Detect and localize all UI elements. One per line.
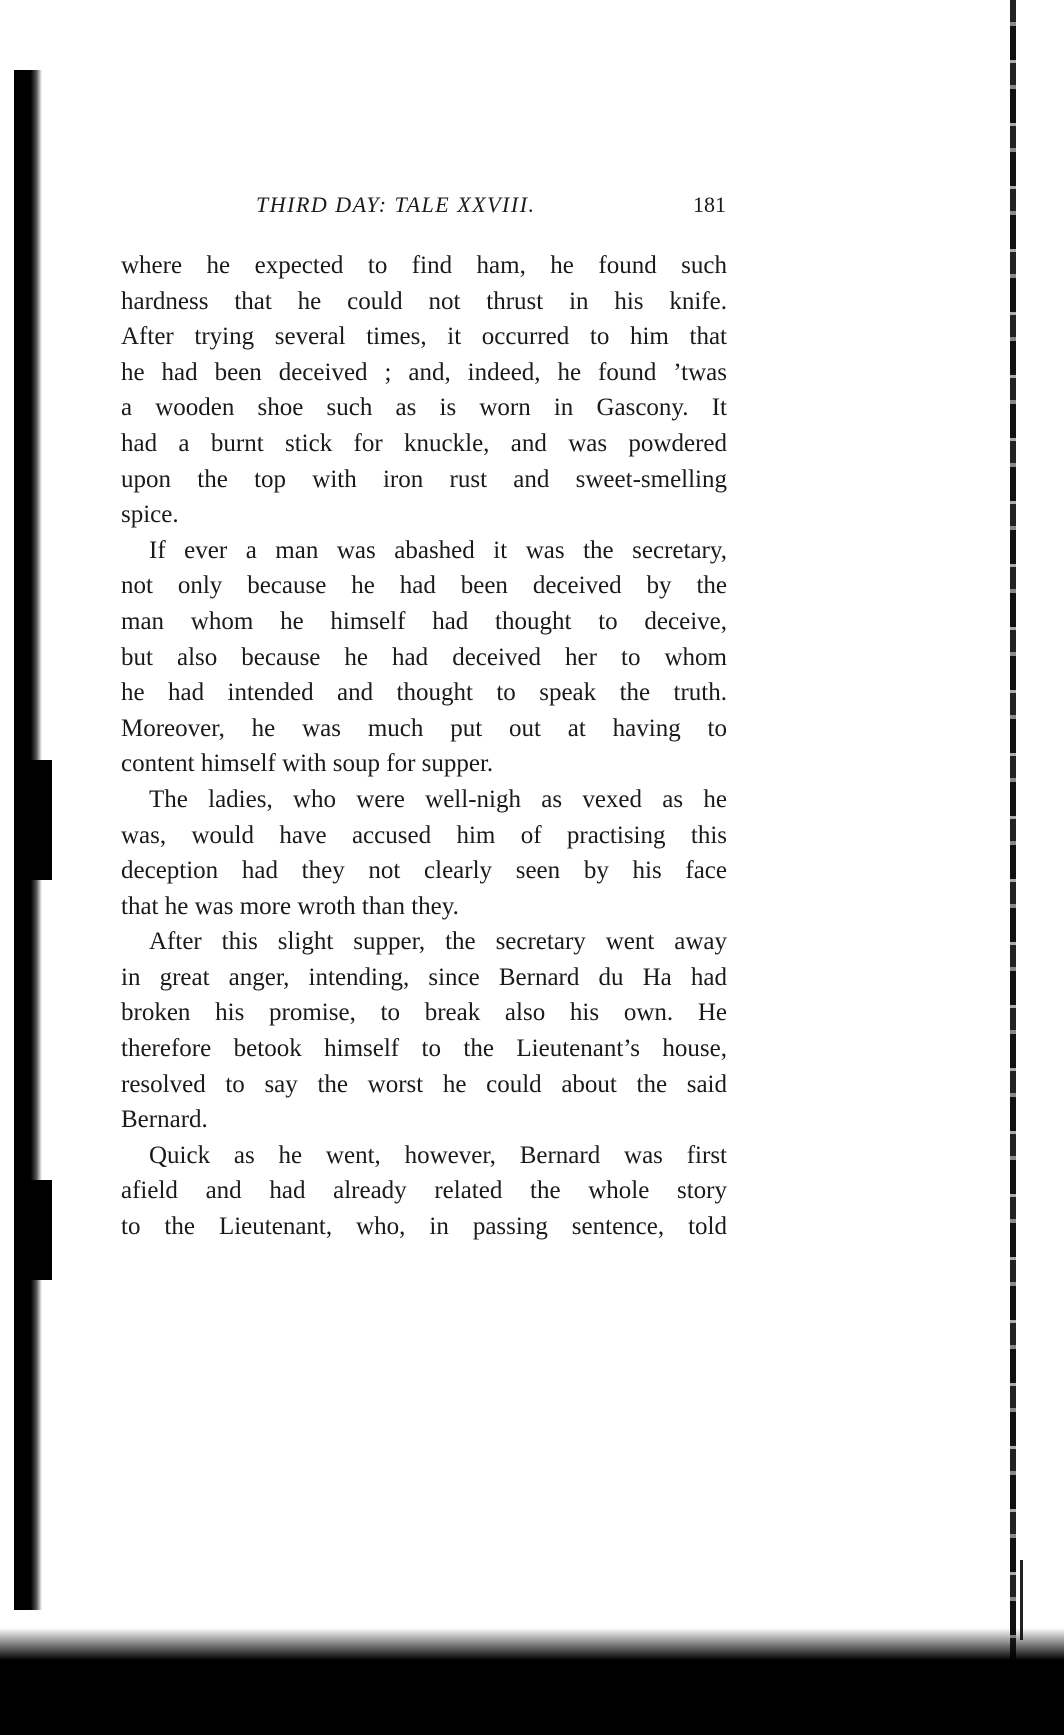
scan-left-speck: [30, 1180, 52, 1280]
body-text: [121, 248, 727, 1245]
text-line: hardness that he could not thrust in his knife.: [121, 287, 727, 315]
text-line: upon the top with iron rust and sweet-smelling: [121, 465, 727, 493]
text-line: Quick as he went, however, Bernard was first: [149, 1141, 727, 1169]
text-line: Moreover, he was much put out at having to: [121, 714, 727, 742]
scan-bottom-edge: [0, 1628, 1064, 1735]
text-line: he had intended and thought to speak the truth.: [121, 679, 727, 707]
text-line: deception had they not clearly seen by his face: [121, 857, 727, 885]
text-line: The ladies, who were well-nigh as vexed as he: [149, 785, 727, 813]
text-line: where he expected to find ham, he found such: [121, 252, 727, 279]
scan-right-edge: [1010, 0, 1016, 1660]
running-title: THIRD DAY: TALE XXVIII.: [256, 192, 536, 217]
text-line: broken his promise, to break also his own. He: [121, 999, 727, 1027]
text-line: not only because he had been deceived by the: [121, 572, 727, 600]
text-line: content himself with soup for supper.: [121, 750, 494, 778]
text-line: was, would have accused him of practising this: [121, 821, 727, 849]
text-line: a wooden shoe such as is worn in Gascony. It: [121, 394, 727, 422]
text-line: therefore betook himself to the Lieutenant’s house,: [121, 1035, 727, 1063]
text-line: to the Lieutenant, who, in passing sentence, told: [121, 1213, 727, 1241]
text-line: afield and had already related the whole story: [121, 1177, 727, 1205]
text-line: spice.: [121, 501, 179, 529]
text-line: resolved to say the worst he could about the said: [121, 1070, 727, 1098]
text-line: he had been deceived ; and, indeed, he found ’twas: [121, 358, 727, 386]
scan-left-speck: [30, 760, 52, 880]
text-line: If ever a man was abashed it was the secretary,: [149, 536, 727, 564]
text-line: After trying several times, it occurred to him that: [121, 323, 727, 351]
running-head: [120, 192, 726, 226]
text-line: had a burnt stick for knuckle, and was powdered: [121, 429, 727, 457]
text-line: Bernard.: [121, 1106, 208, 1134]
page-number: 181: [693, 192, 726, 217]
text-line: in great anger, intending, since Bernard du Ha had: [121, 963, 727, 991]
text-line: but also because he had deceived her to whom: [121, 643, 727, 671]
text-line: man whom he himself had thought to deceive,: [121, 607, 727, 635]
text-line: that he was more wroth than they.: [121, 892, 459, 920]
text-line: After this slight supper, the secretary went away: [149, 928, 727, 956]
